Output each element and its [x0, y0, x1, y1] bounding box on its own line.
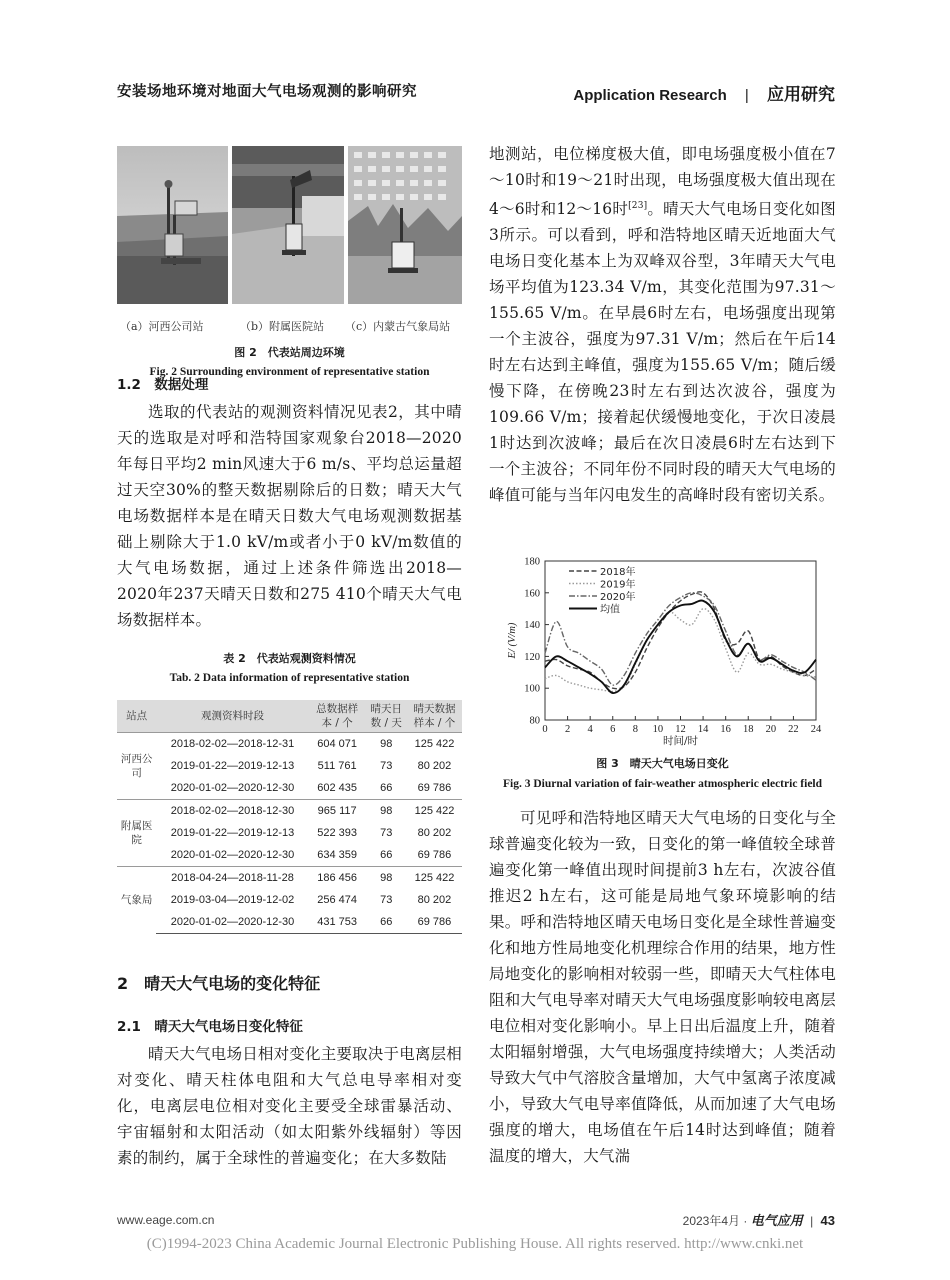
- col-header-days: 晴天日数 / 天: [366, 700, 407, 733]
- table-row: [117, 867, 462, 890]
- series-line-4: [545, 600, 816, 693]
- journal-logo: 电气应用: [750, 1214, 803, 1229]
- section-label-zh: 应用研究: [767, 85, 835, 104]
- period-cell: 2019-01-22—2019-12-13: [170, 760, 295, 772]
- series-line-2: [545, 609, 816, 692]
- section-2-1-paragraph-right: [489, 141, 836, 508]
- site-cell: 附属医院: [117, 800, 156, 867]
- x-tick-label: 4: [587, 724, 593, 735]
- table-row: [117, 777, 462, 800]
- x-tick-label: 16: [720, 724, 731, 735]
- x-tick-label: 14: [697, 724, 709, 735]
- footer-date: 2023年4月: [682, 1214, 741, 1228]
- table2-caption-en: Tab. 2 Data information of representative station: [169, 672, 410, 684]
- x-tick-label: 2: [564, 724, 571, 735]
- legend-label-2: 2019年: [600, 579, 636, 591]
- x-tick-label: 8: [632, 724, 638, 735]
- header-separator: |: [744, 87, 749, 104]
- photo-hexi-station: [117, 146, 228, 304]
- citation-23: [23]: [628, 201, 648, 211]
- col-header-period: 观测资料时段: [156, 700, 308, 733]
- section-1-2-paragraph: 选取的代表站的观测资料情况见表2，其中晴天的选取是对呼和浩特国家观象台2018—2020年每日平均2 min风速大于6 m/s、平均总运量超过天空30%的整天数据剔除后的日数；晴天大气电场数据样本是在晴天日数大气电场观测数据基础上剔除大于1.0 kV/m或者小于0 kV/m数值的大气电场数据，通过上述条件筛选出2018—2020年237天晴天日数和275 410个晴天大气电场数据样本。: [117, 403, 462, 629]
- photo-hospital-station: [232, 146, 344, 304]
- paragraph-right-part-b: 。晴天大气电场日变化如图3所示。可以看到，呼和浩特地区晴天近地面大气电场日变化基本上为双峰双谷型，3年晴天大气电场平均值为123.34 V/m，其变化范围为97.31～155.65 V/m。在早晨6时左右，电场强度出现第一个主波谷，强度为97.31 V/m；然后在午后14时左右达到主峰值，强度为155.65 V/m；随后缓慢下降，在傍晚23时左右到达次波谷，强度为109.66 V/m；接着起伏缓慢地变化，于次日凌晨1时达到次波峰；最后在次日凌晨6时左右达到下一个主波谷；不同年份不同时段的晴天大气电场的峰值可能与当年闪电发生的高峰时段有密切关系。: [489, 200, 836, 505]
- samples-cell: 80 202: [417, 827, 452, 839]
- samples-cell: 125 422: [407, 733, 462, 756]
- period-cell: 2018-02-02—2018-12-30: [156, 800, 308, 823]
- col-header-samples: 晴天数据样本 / 个: [407, 700, 462, 733]
- period-cell: 2018-04-24—2018-11-28: [156, 867, 308, 890]
- photo-meteorological-bureau-station: [348, 146, 462, 304]
- table2-caption-zh: 表 2 代表站观测资料情况: [223, 652, 356, 665]
- x-tick-label: 24: [810, 724, 822, 735]
- total-cell: 602 435: [317, 782, 358, 794]
- period-cell: 2020-01-02—2020-12-30: [170, 782, 295, 794]
- days-cell: 73: [380, 894, 393, 906]
- photo-hospital-image: [232, 146, 344, 304]
- fig2-caption-en: Fig. 2 Surrounding environment of representative station: [149, 366, 430, 378]
- total-cell: 604 071: [309, 733, 366, 756]
- x-tick-label: 20: [765, 724, 777, 735]
- total-cell: 431 753: [309, 911, 366, 934]
- x-tick-label: 12: [675, 724, 686, 735]
- total-cell: 186 456: [309, 867, 366, 890]
- fig3-caption-en: Fig. 3 Diurnal variation of fair-weather atmospheric electric field: [502, 778, 823, 790]
- days-cell: 73: [380, 760, 393, 772]
- total-cell: 634 359: [317, 849, 358, 861]
- site-cell: 气象局: [117, 867, 156, 934]
- section-2-1-paragraph-left: 晴天大气电场日相对变化主要取决于电离层相对变化、晴天柱体电阻和大气总电导率相对变化，电离层电位相对变化主要受全球雷暴活动、宇宙辐射和太阳活动（如太阳紫外线辐射）等因素的制约，属于全球性的普遍变化；在大多数陆: [117, 1045, 462, 1167]
- legend-label-4: 均值: [600, 604, 620, 616]
- y-axis-label: E/ (V/m): [507, 622, 518, 659]
- fig2-subcaption-b: （b）附属医院站: [240, 320, 325, 333]
- period-cell: 2019-03-04—2019-12-02: [170, 894, 295, 906]
- col-header-site: 站点: [117, 700, 156, 733]
- photo-hexi-image: [117, 146, 228, 304]
- table2-wrapper: [117, 700, 462, 934]
- footer-info: [683, 1210, 835, 1229]
- y-tick-label: 80: [529, 715, 540, 727]
- section-2-heading: 2 晴天大气电场的变化特征: [117, 974, 321, 993]
- samples-cell: 80 202: [417, 894, 452, 906]
- period-cell: 2020-01-02—2020-12-30: [156, 911, 308, 934]
- samples-cell: 69 786: [407, 911, 462, 934]
- section-label: [573, 80, 835, 105]
- days-cell: 66: [380, 849, 393, 861]
- fig3-chart: [489, 548, 836, 748]
- paragraph-right-part-a: 地测站，电位梯度极大值，即电场强度极小值在7～10时和19～21时出现，电场强度极大值出现在4～6时和12～16时: [489, 145, 836, 219]
- table-row: [117, 889, 462, 911]
- total-cell: 256 474: [317, 894, 358, 906]
- samples-cell: 69 786: [417, 782, 452, 794]
- fig2-caption-zh: 图 2 代表站周边环境: [234, 346, 345, 359]
- footer-dot: ·: [743, 1214, 748, 1228]
- samples-cell: 69 786: [417, 849, 452, 861]
- y-tick-label: 160: [524, 588, 540, 600]
- legend-label-3: 2020年: [600, 592, 636, 603]
- y-tick-label: 140: [524, 620, 540, 632]
- days-cell: 66: [366, 911, 407, 934]
- table-row: [117, 733, 462, 756]
- col-header-total: 总数据样本 / 个: [309, 700, 366, 733]
- period-cell: 2018-02-02—2018-12-31: [156, 733, 308, 756]
- days-cell: 98: [366, 733, 407, 756]
- page-number: 43: [820, 1213, 835, 1228]
- section-1-2-heading: 1.2 数据处理: [117, 377, 209, 393]
- period-cell: 2020-01-02—2020-12-30: [170, 849, 295, 861]
- running-title: 安装场地环境对地面大气电场观测的影响研究: [117, 83, 417, 100]
- y-tick-label: 180: [524, 556, 540, 568]
- table2: [117, 700, 462, 934]
- x-tick-label: 18: [743, 724, 754, 735]
- total-cell: 511 761: [317, 760, 357, 772]
- section-2-1-heading: 2.1 晴天大气电场日变化特征: [117, 1019, 303, 1035]
- days-cell: 98: [366, 800, 407, 823]
- footer-separator: |: [810, 1214, 814, 1228]
- table-row: [117, 800, 462, 823]
- period-cell: 2019-01-22—2019-12-13: [170, 827, 295, 839]
- fig2-subcaption-a: （a）河西公司站: [120, 320, 204, 333]
- legend-label-1: 2018年: [600, 567, 636, 578]
- table-header-row: [117, 700, 462, 733]
- table-row: [117, 844, 462, 867]
- fig3-caption-zh: 图 3 晴天大气电场日变化: [596, 757, 729, 770]
- x-tick-label: 10: [652, 724, 664, 735]
- total-cell: 965 117: [309, 800, 366, 823]
- days-cell: 98: [366, 867, 407, 890]
- total-cell: 522 393: [317, 827, 358, 839]
- y-tick-label: 120: [524, 651, 540, 663]
- table-row: [117, 911, 462, 934]
- plot-frame: [545, 561, 816, 720]
- samples-cell: 125 422: [407, 800, 462, 823]
- x-tick-label: 0: [542, 724, 548, 735]
- site-cell: 河西公司: [117, 733, 156, 800]
- days-cell: 66: [380, 782, 393, 794]
- y-tick-label: 100: [524, 683, 540, 695]
- samples-cell: 125 422: [407, 867, 462, 890]
- footer-website: www.eage.com.cn: [117, 1213, 215, 1227]
- x-tick-label: 6: [610, 724, 616, 735]
- photo-bureau-image: [348, 146, 462, 304]
- fig2-subcaption-c: （c）内蒙古气象局站: [345, 320, 451, 333]
- table-row: [117, 755, 462, 777]
- section-2-1-paragraph-right-2: 可见呼和浩特地区晴天大气电场的日变化与全球普遍变化较为一致，日变化的第一峰值较全球普遍变化第一峰值出现时间提前3 h左右，次波谷值推迟2 h左右，这可能是局地气象环境影响的结果。呼和浩特地区晴天电场日变化是全球性普遍变化和地方性局地变化机理综合作用的结果，地方性局地变化的影响相对较弱一些，即晴天大气柱体电阻和大气电导率对晴天大气电场强度影响较电离层电位相对变化影响小。早上日出后温度上升，随着太阳辐射增强，大气电场强度持续增大；人类活动导致大气中气溶胶含量增加，大气中氢离子浓度减小，导致大气电导率值降低，从而加速了大气电场强度的增大，电场值在午后14时达到峰值；随着温度的增大，大气湍: [489, 809, 836, 1165]
- table-row: [117, 822, 462, 844]
- copyright-notice: (C)1994-2023 China Academic Journal Electronic Publishing House. All rights reserved. http://www.cnki.net: [146, 1236, 804, 1252]
- x-tick-label: 22: [788, 724, 799, 735]
- x-axis-label: 时间/时: [662, 735, 699, 747]
- days-cell: 73: [380, 827, 393, 839]
- samples-cell: 80 202: [417, 760, 452, 772]
- section-label-en: Application Research: [573, 87, 727, 104]
